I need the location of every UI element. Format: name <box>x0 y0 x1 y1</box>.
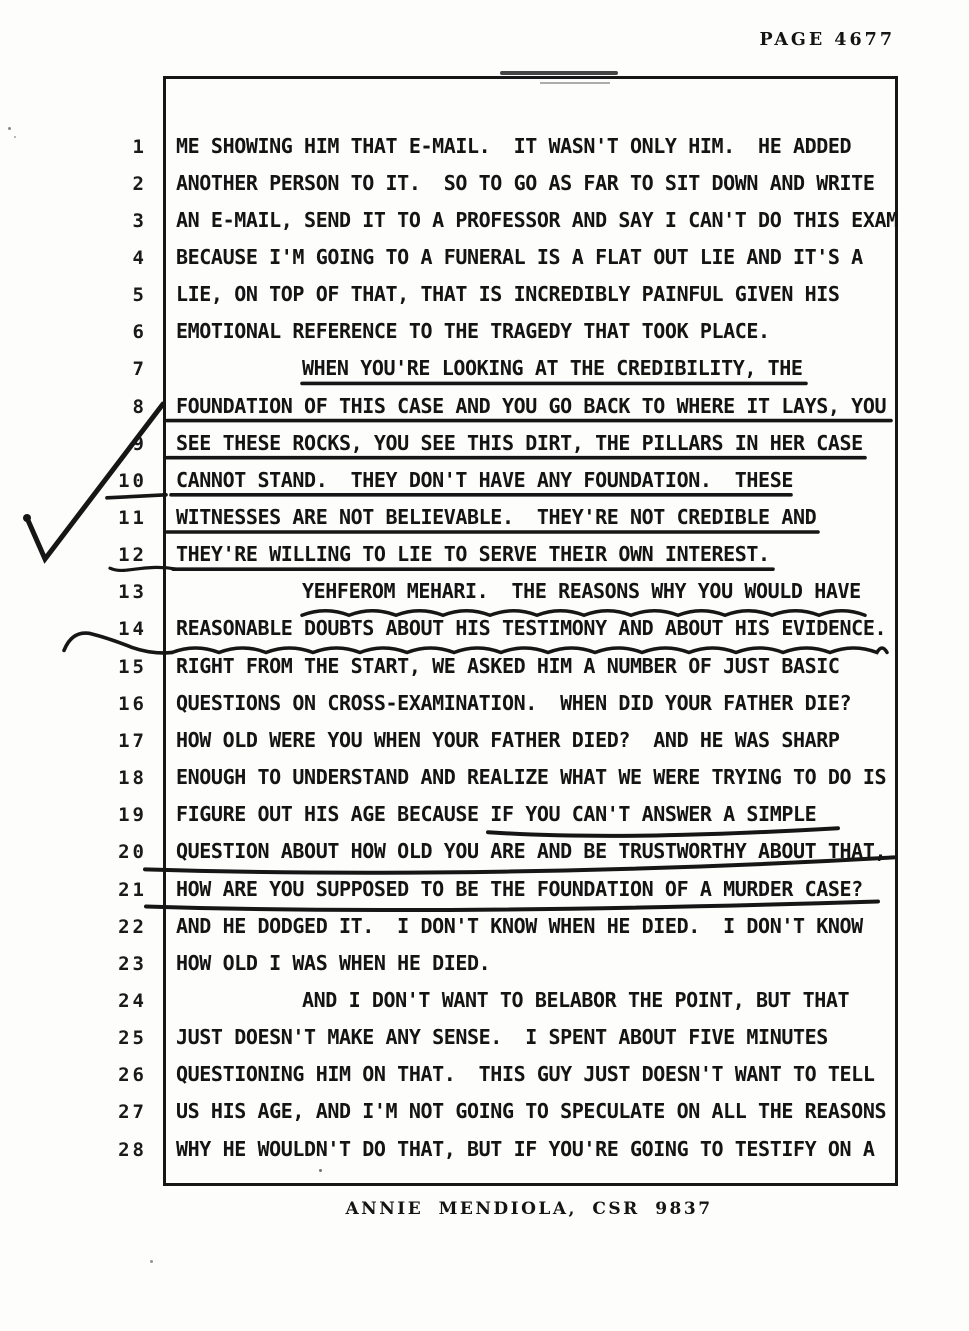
transcript-line <box>0 871 969 909</box>
line-text: WITNESSES ARE NOT BELIEVABLE. THEY'RE NOT CREDIBLE AND <box>176 505 817 529</box>
line-text: LIE, ON TOP OF THAT, THAT IS INCREDIBLY PAINFUL GIVEN HIS <box>176 282 840 307</box>
line-number: 20 <box>118 841 147 864</box>
transcript-line <box>0 722 969 760</box>
line-text: HOW OLD I WAS WHEN HE DIED. <box>176 950 491 975</box>
transcript-line <box>0 982 969 1020</box>
line-text: BECAUSE I'M GOING TO A FUNERAL IS A FLAT OUT LIE AND IT'S A <box>176 244 863 269</box>
line-text: EMOTIONAL REFERENCE TO THE TRAGEDY THAT TOOK PLACE. <box>176 319 770 344</box>
line-text: REASONABLE DOUBTS ABOUT HIS TESTIMONY AND ABOUT HIS EVIDENCE. <box>176 616 887 641</box>
line-number: 18 <box>118 767 147 790</box>
transcript-line <box>0 573 969 611</box>
transcript-line <box>0 1131 969 1169</box>
line-number: 27 <box>118 1101 147 1124</box>
line-number: 28 <box>118 1138 147 1161</box>
line-number: 7 <box>132 358 147 381</box>
transcript-line <box>0 759 969 797</box>
line-text: HOW ARE YOU SUPPOSED TO BE THE FOUNDATION OF A MURDER CASE? <box>176 876 863 901</box>
line-text: QUESTIONING HIM ON THAT. THIS GUY JUST DOESN'T WANT TO TELL <box>176 1062 875 1087</box>
line-text: HOW OLD WERE YOU WHEN YOUR FATHER DIED? AND HE WAS SHARP <box>176 727 840 752</box>
page-number: PAGE 4677 <box>759 30 895 50</box>
transcript-line <box>0 685 969 723</box>
transcript-line <box>0 165 969 203</box>
line-number: 5 <box>132 284 147 307</box>
transcript-line <box>0 276 969 314</box>
reporter-credit: ANNIE MENDIOLA, CSR 9837 <box>345 1199 713 1219</box>
line-number: 16 <box>118 692 147 715</box>
transcript-line <box>0 350 969 388</box>
line-text: JUST DOESN'T MAKE ANY SENSE. I SPENT ABOUT FIVE MINUTES <box>176 1025 828 1050</box>
line-text: QUESTION ABOUT HOW OLD YOU ARE AND BE TRUSTWORTHY ABOUT THAT, <box>176 839 887 864</box>
line-text: US HIS AGE, AND I'M NOT GOING TO SPECULATE ON ALL THE REASONS <box>176 1099 887 1124</box>
line-text: WHY HE WOULDN'T DO THAT, BUT IF YOU'RE GOING TO TESTIFY ON A <box>176 1136 875 1161</box>
line-text: ENOUGH TO UNDERSTAND AND REALIZE WHAT WE WERE TRYING TO DO IS <box>176 765 887 790</box>
line-text: CANNOT STAND. THEY DON'T HAVE ANY FOUNDATION. THESE <box>176 467 793 492</box>
line-number: 19 <box>118 804 147 827</box>
transcript-line <box>0 648 969 686</box>
line-number: 11 <box>118 507 147 529</box>
transcript-line <box>0 202 969 240</box>
transcript-line <box>0 313 969 351</box>
line-number: 10 <box>118 469 147 492</box>
line-number: 24 <box>118 989 147 1012</box>
transcript-line <box>0 239 969 277</box>
line-number: 3 <box>132 209 147 232</box>
transcript-line <box>0 388 969 426</box>
transcript-line <box>0 536 969 574</box>
line-number: 12 <box>118 544 147 567</box>
transcript-line <box>0 945 969 983</box>
line-text: SEE THESE ROCKS, YOU SEE THIS DIRT, THE PILLARS IN HER CASE <box>176 430 863 455</box>
line-number: 22 <box>118 915 147 938</box>
line-text: QUESTIONS ON CROSS-EXAMINATION. WHEN DID YOUR FATHER DIE? <box>176 690 852 715</box>
transcript-line <box>0 1019 969 1057</box>
transcript-line <box>0 1093 969 1131</box>
transcript-line <box>0 462 969 500</box>
line-text: FOUNDATION OF THIS CASE AND YOU GO BACK TO WHERE IT LAYS, YOU <box>176 393 887 418</box>
line-number: 6 <box>132 321 147 344</box>
line-text: ANOTHER PERSON TO IT. SO TO GO AS FAR TO SIT DOWN AND WRITE <box>176 170 875 195</box>
line-number: 1 <box>132 135 147 158</box>
line-number: 26 <box>118 1064 147 1087</box>
line-number: 15 <box>118 655 147 678</box>
line-text: THEY'RE WILLING TO LIE TO SERVE THEIR OWN INTEREST. <box>176 542 770 567</box>
line-number: 2 <box>132 172 147 195</box>
transcript-line <box>0 425 969 463</box>
line-text: AN E-MAIL, SEND IT TO A PROFESSOR AND SAY I CAN'T DO THIS EXAM <box>176 207 898 232</box>
transcript-line <box>0 128 969 166</box>
transcript-line <box>0 833 969 871</box>
line-text: AND HE DODGED IT. I DON'T KNOW WHEN HE DIED. I DON'T KNOW <box>176 913 863 938</box>
line-text: RIGHT FROM THE START, WE ASKED HIM A NUMBER OF JUST BASIC <box>176 653 840 678</box>
transcript-line <box>0 908 969 946</box>
line-number: 9 <box>132 432 147 455</box>
line-number: 21 <box>118 878 147 901</box>
line-text: YEHFEROM MEHARI. THE REASONS WHY YOU WOULD HAVE <box>302 579 861 604</box>
line-number: 8 <box>132 395 147 418</box>
line-number: 14 <box>118 618 147 641</box>
line-number: 13 <box>118 581 147 604</box>
transcript-line <box>0 610 969 648</box>
line-text: AND I DON'T WANT TO BELABOR THE POINT, BUT THAT <box>302 987 850 1012</box>
transcript-line <box>0 1056 969 1094</box>
line-text: WHEN YOU'RE LOOKING AT THE CREDIBILITY, THE <box>302 356 803 381</box>
line-number: 4 <box>132 246 147 269</box>
line-number: 23 <box>118 952 147 975</box>
line-number: 25 <box>118 1027 147 1050</box>
line-text: ME SHOWING HIM THAT E-MAIL. IT WASN'T ONLY HIM. HE ADDED <box>176 133 852 158</box>
transcript-line <box>0 499 969 537</box>
transcript-line <box>0 796 969 834</box>
line-text: FIGURE OUT HIS AGE BECAUSE IF YOU CAN'T ANSWER A SIMPLE <box>176 802 817 827</box>
line-number: 17 <box>118 729 147 752</box>
